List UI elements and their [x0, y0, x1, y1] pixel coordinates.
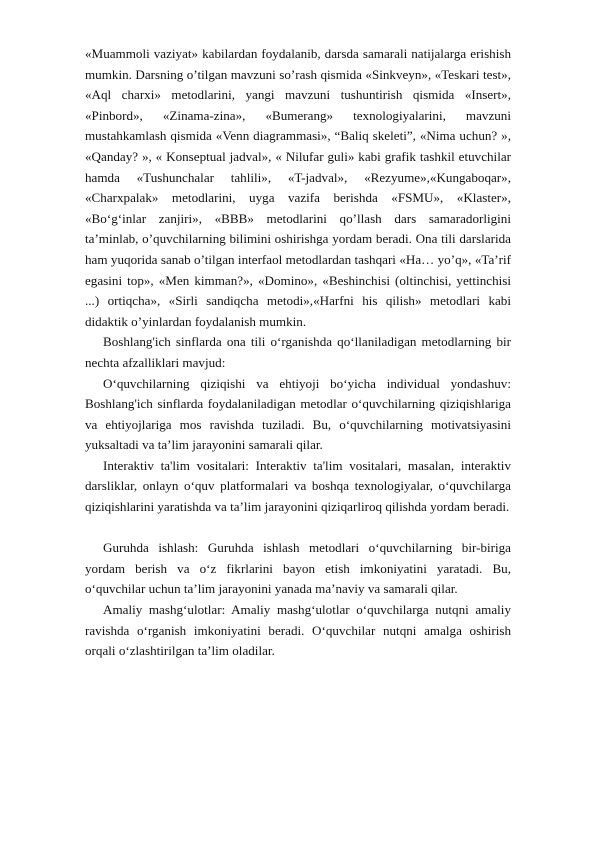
blank-line: [85, 518, 511, 539]
document-body: [85, 44, 511, 662]
paragraph-practical-exercises: Amaliy mashg‘ulotlar: Amaliy mashg‘ulotlar o‘quvchilarga nutqni amaliy ravishda o‘rganish imkoniyatini beradi. O‘quvchilar nutqni amalga oshirish orqali o‘zlashtirilgan ta’lim oladilar.: [85, 602, 511, 659]
paragraph-advantages-intro: Boshlang'ich sinflarda ona tili o‘rganishda qo‘llaniladigan metodlarning bir nechta afzalliklari mavjud:: [85, 334, 511, 370]
paragraph-group-work: Guruhda ishlash: Guruhda ishlash metodlari o‘quvchilarning bir-biriga yordam berish va o‘z fikrlarini bayon etish imkoniyatini yaratadi. Bu, o‘quvchilar uchun ta’lim jarayonini yanada ma’naviy va samarali qilar.: [85, 540, 511, 597]
paragraph-interactive-tools: Interaktiv ta'lim vositalari: Interaktiv ta'lim vositalari, masalan, interaktiv darsliklar, onlayn o‘quv platformalari va boshqa texnologiyalar, o‘quvchilarga qiziqishlarini yaratishda va ta’lim jarayonini qiziqarliroq qilishda yordam beradi.: [85, 457, 511, 515]
paragraph-interactive-methods: «Muammoli vaziyat» kabilardan foydalanib, darsda samarali natijalarga erishish mumkin. Darsning o’tilgan mavzuni so’rash qismida «Sinkveyn», «Teskari test», «Aql charxi» metodlarini, yangi mavzuni tushuntirish qismida «Insert», «Pinbord», «Zinama-zina», «Bumerang» texnologiyalarini, mavzuni mustahkamlash qismida «Venn diagrammasi», “Baliq skeleti”, «Nima uchun? », «Qanday? », « Konseptual jadval», « Nilufar guli» kabi grafik tashkil etuvchilar hamda «Tushunchalar tahlili», «T-jadval», «Rezyume»,«Kungaboqar», «Charxpalak» metodlarini, uyga vazifa berishda «FSMU», «Klaster», «Bo‘g‘inlar zanjiri», «BBB» metodlarini qo’llash dars samaradorligini ta’minlab, o’quvchilarning bilimini oshirishga yordam beradi. Ona tili darslarida ham yuqorida sanab o’tilgan interfaol metodlardan tashqari «Ha… yo’q», «Ta’rif egasini top», «Men kimman?», «Domino», «Beshinchisi (oltinchisi, yettinchisi ...) ortiqcha», «Sirli sandiqcha metodi»,«Harfni his qilish» metodlari kabi didaktik o’yinlardan foydalanish mumkin.: [85, 46, 511, 329]
paragraph-individual-approach: O‘quvchilarning qiziqishi va ehtiyoji bo‘yicha individual yondashuv: Boshlang'ich sinflarda foydalaniladigan metodlar o‘quvchilarning qiziqishlariga va ehtiyojlariga mos ravishda tuziladi. Bu, o‘quvchilarning motivatsiyasini yuksaltadi va ta’lim jarayonini samarali qilar.: [85, 375, 511, 453]
